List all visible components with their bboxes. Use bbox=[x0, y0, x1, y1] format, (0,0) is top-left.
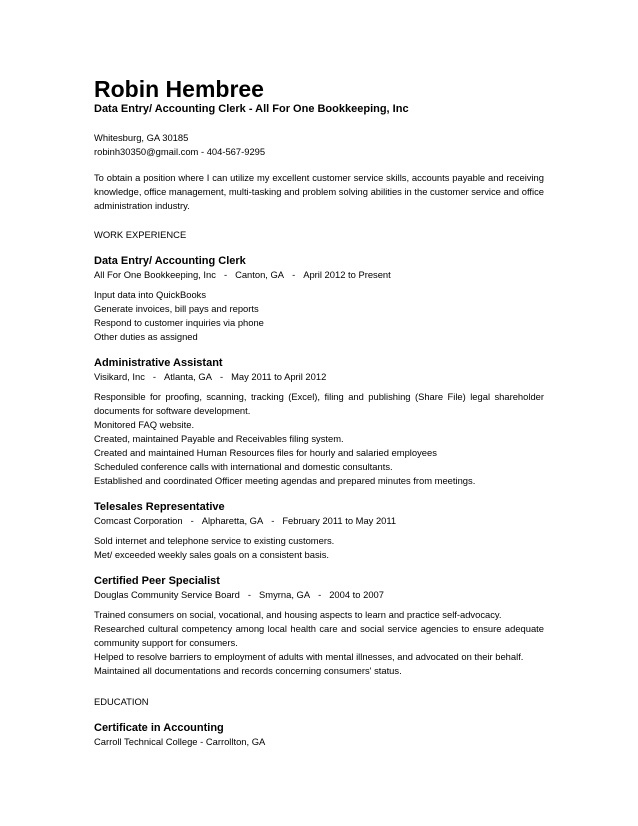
job-location: Atlanta, GA bbox=[164, 371, 212, 382]
duty-item: Maintained all documentations and records concerning consumers' status. bbox=[94, 665, 402, 676]
contact-location: Whitesburg, GA 30185 bbox=[94, 132, 189, 143]
duty-item: Scheduled conference calls with international and domestic consultants. bbox=[94, 461, 393, 472]
headline: Data Entry/ Accounting Clerk - All For One Bookkeeping, Inc bbox=[94, 103, 409, 115]
job-entry bbox=[94, 254, 544, 344]
job-dates: 2004 to 2007 bbox=[329, 589, 384, 600]
job-title: Certified Peer Specialist bbox=[94, 575, 220, 587]
meta-separator: - bbox=[292, 269, 296, 280]
duty-item: Met/ exceeded weekly sales goals on a consistent basis. bbox=[94, 549, 330, 560]
job-duties bbox=[94, 608, 544, 678]
duty-item: Responsible for proofing, scanning, tracking (Excel), filing and publishing (Share File) legal shareholder documents for software development. bbox=[94, 391, 544, 416]
job-title: Data Entry/ Accounting Clerk bbox=[94, 255, 246, 267]
job-title: Administrative Assistant bbox=[94, 357, 223, 369]
duty-item: Other duties as assigned bbox=[94, 331, 198, 342]
job-dates: February 2011 to May 2011 bbox=[282, 515, 397, 526]
duty-item: Researched cultural competency among local health care and social service agencies to ensure adequate community support for consumers. bbox=[94, 623, 544, 648]
duty-item: Monitored FAQ website. bbox=[94, 419, 195, 430]
meta-separator: - bbox=[247, 589, 252, 600]
meta-separator: - bbox=[223, 269, 228, 280]
education-title: Certificate in Accounting bbox=[94, 722, 224, 734]
job-dates: May 2011 to April 2012 bbox=[231, 371, 327, 382]
work-experience-heading: WORK EXPERIENCE bbox=[94, 229, 187, 240]
job-company: All For One Bookkeeping, Inc bbox=[94, 269, 216, 280]
contact-email-phone: robinh30350@gmail.com - 404-567-9295 bbox=[94, 146, 266, 157]
meta-separator: - bbox=[219, 371, 224, 382]
job-title: Telesales Representative bbox=[94, 501, 225, 513]
job-location: Smyrna, GA bbox=[259, 589, 311, 600]
duty-item: Input data into QuickBooks bbox=[94, 289, 207, 300]
job-meta bbox=[94, 514, 544, 528]
duty-item: Helped to resolve barriers to employment of adults with mental illnesses, and advocated on their behalf. bbox=[94, 651, 524, 662]
duty-item: Created, maintained Payable and Receivables filing system. bbox=[94, 433, 344, 444]
job-company: Comcast Corporation bbox=[94, 515, 183, 526]
job-duties bbox=[94, 534, 544, 562]
duty-item: Respond to customer inquiries via phone bbox=[94, 317, 264, 328]
meta-separator: - bbox=[152, 371, 157, 382]
education-detail: Carroll Technical College - Carrollton, GA bbox=[94, 736, 266, 747]
job-location: Alpharetta, GA bbox=[201, 515, 264, 526]
duty-item: Sold internet and telephone service to existing customers. bbox=[94, 535, 335, 546]
education-list bbox=[94, 721, 544, 749]
meta-separator: - bbox=[190, 515, 194, 526]
job-entry bbox=[94, 500, 544, 562]
job-location: Canton, GA bbox=[235, 269, 285, 280]
candidate-name: Robin Hembree bbox=[94, 76, 264, 102]
job-duties bbox=[94, 288, 544, 344]
work-experience-list bbox=[94, 254, 544, 678]
education-entry bbox=[94, 721, 544, 749]
education-heading: EDUCATION bbox=[94, 696, 149, 707]
duty-item: Trained consumers on social, vocational, and housing aspects to learn and practice self-advocacy. bbox=[94, 609, 502, 620]
duty-item: Established and coordinated Officer meeting agendas and prepared minutes from meetings. bbox=[94, 475, 476, 486]
job-company: Douglas Community Service Board bbox=[94, 589, 240, 600]
duty-item: Created and maintained Human Resources files for hourly and salaried employees bbox=[94, 447, 437, 458]
job-company: Visikard, Inc bbox=[94, 371, 145, 382]
job-meta bbox=[94, 588, 544, 602]
job-entry bbox=[94, 356, 544, 488]
job-entry bbox=[94, 574, 544, 678]
job-meta bbox=[94, 268, 544, 282]
job-duties bbox=[94, 390, 544, 488]
job-meta bbox=[94, 370, 544, 384]
job-dates: April 2012 to Present bbox=[303, 269, 391, 280]
contact-block bbox=[94, 131, 544, 159]
duty-item: Generate invoices, bill pays and reports bbox=[94, 303, 259, 314]
meta-separator: - bbox=[271, 515, 275, 526]
objective-statement: To obtain a position where I can utilize my excellent customer service skills, accounts payable and receiving knowledge, office management, multi-tasking and problem solving abilities in the customer service and office administration industry. bbox=[94, 172, 544, 211]
meta-separator: - bbox=[318, 589, 322, 600]
